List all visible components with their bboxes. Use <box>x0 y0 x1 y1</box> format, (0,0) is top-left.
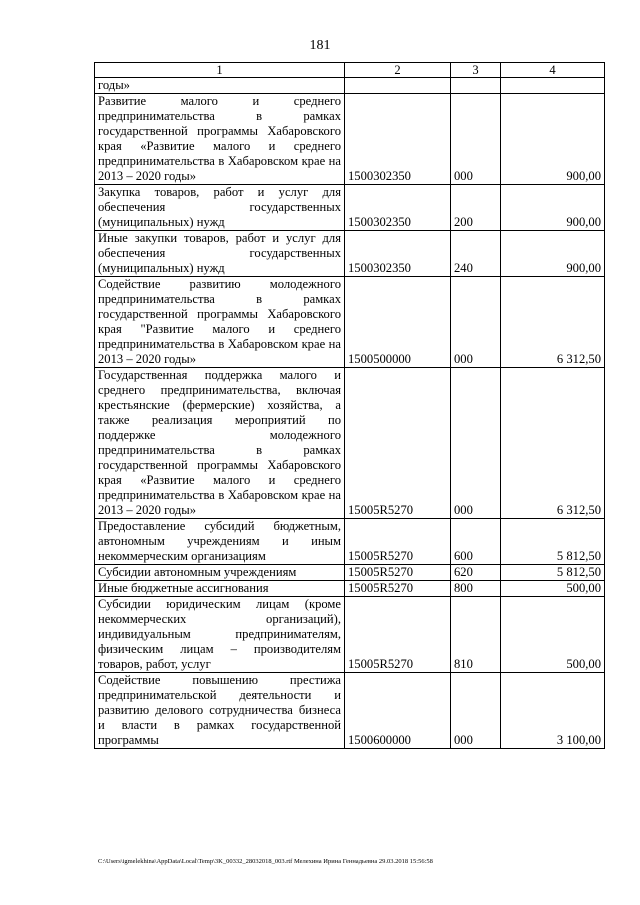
table-row <box>95 78 605 94</box>
row-name: Иные бюджетные ассигнования <box>95 581 345 597</box>
row-code: 1500500000 <box>345 277 451 368</box>
row-code: 15005R5270 <box>345 597 451 673</box>
row-type: 000 <box>451 673 501 749</box>
row-type: 000 <box>451 368 501 519</box>
row-name: Предоставление субсидий бюджетным, автономным учреждениям и иным некоммерческим организациям <box>95 519 345 565</box>
row-code: 1500600000 <box>345 673 451 749</box>
table-row <box>95 673 605 749</box>
row-code: 1500302350 <box>345 231 451 277</box>
row-amount: 500,00 <box>501 581 605 597</box>
table-row <box>95 185 605 231</box>
row-code: 15005R5270 <box>345 581 451 597</box>
row-amount: 6 312,50 <box>501 277 605 368</box>
row-type: 600 <box>451 519 501 565</box>
row-amount: 900,00 <box>501 94 605 185</box>
row-code <box>345 78 451 94</box>
table-row <box>95 597 605 673</box>
row-type: 240 <box>451 231 501 277</box>
table-row <box>95 277 605 368</box>
row-amount: 500,00 <box>501 597 605 673</box>
budget-table <box>94 62 605 749</box>
row-amount: 5 812,50 <box>501 565 605 581</box>
table-row <box>95 565 605 581</box>
row-amount: 5 812,50 <box>501 519 605 565</box>
row-name: годы» <box>95 78 345 94</box>
row-type: 000 <box>451 277 501 368</box>
table-header-row <box>95 63 605 78</box>
row-name: Субсидии юридическим лицам (кроме некоммерческих организаций), индивидуальным предпринимателям, физическим лицам – производителям товаров, работ, услуг <box>95 597 345 673</box>
table-row <box>95 581 605 597</box>
row-type: 200 <box>451 185 501 231</box>
header-col-4: 4 <box>501 63 605 78</box>
row-amount <box>501 78 605 94</box>
row-name: Субсидии автономным учреждениям <box>95 565 345 581</box>
row-amount: 3 100,00 <box>501 673 605 749</box>
row-name: Государственная поддержка малого и среднего предпринимательства, включая крестьянские (фермерские) хозяйства, а также реализация мероприятий по поддержке молодежного предпринимательства в рамках государственной программы Хабаровского края «Развитие малого и среднего предпринимательства в Хабаровском крае на 2013 – 2020 годы» <box>95 368 345 519</box>
row-amount: 900,00 <box>501 231 605 277</box>
row-code: 1500302350 <box>345 185 451 231</box>
row-name: Развитие малого и среднего предпринимательства в рамках государственной программы Хабаровского края «Развитие малого и среднего предпринимательства в Хабаровском крае на 2013 – 2020 годы» <box>95 94 345 185</box>
row-type <box>451 78 501 94</box>
row-type: 620 <box>451 565 501 581</box>
page-number: 181 <box>309 38 331 53</box>
row-amount: 6 312,50 <box>501 368 605 519</box>
row-type: 000 <box>451 94 501 185</box>
row-code: 15005R5270 <box>345 519 451 565</box>
table-row <box>95 368 605 519</box>
file-path-footer: C:\Users\igmelekhina\AppData\Local\Temp\3K_00332_28032018_003.rtf Мелехина Ирина Геннадьевна 29.03.2018 15:56:58 <box>98 858 433 865</box>
table-row <box>95 231 605 277</box>
row-amount: 900,00 <box>501 185 605 231</box>
header-col-1: 1 <box>95 63 345 78</box>
row-name: Иные закупки товаров, работ и услуг для обеспечения государственных (муниципальных) нужд <box>95 231 345 277</box>
row-code: 15005R5270 <box>345 368 451 519</box>
header-col-3: 3 <box>451 63 501 78</box>
table-row <box>95 94 605 185</box>
table-row <box>95 519 605 565</box>
row-code: 1500302350 <box>345 94 451 185</box>
row-code: 15005R5270 <box>345 565 451 581</box>
row-name: Закупка товаров, работ и услуг для обеспечения государственных (муниципальных) нужд <box>95 185 345 231</box>
row-name: Содействие развитию молодежного предпринимательства в рамках государственной программы Хабаровского края "Развитие малого и среднего предпринимательства в Хабаровском крае на 2013 – 2020 годы» <box>95 277 345 368</box>
row-type: 800 <box>451 581 501 597</box>
row-name: Содействие повышению престижа предпринимательской деятельности и развитию делового сотрудничества бизнеса и власти в рамках государственной программы <box>95 673 345 749</box>
row-type: 810 <box>451 597 501 673</box>
header-col-2: 2 <box>345 63 451 78</box>
